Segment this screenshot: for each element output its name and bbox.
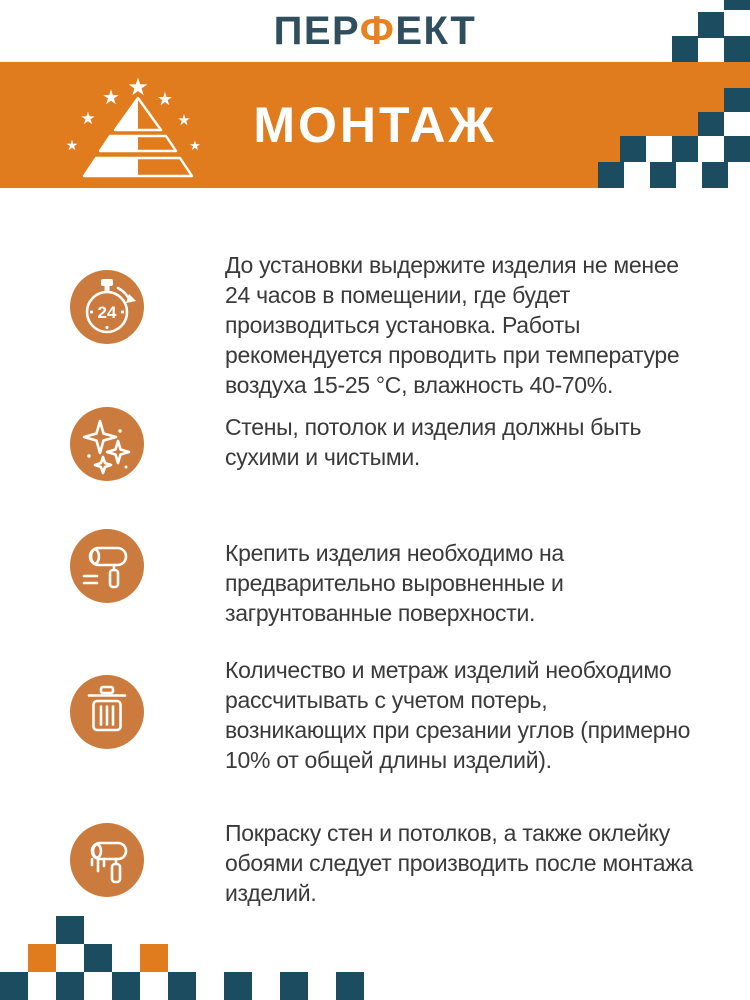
decor-square [28, 944, 56, 972]
decor-square [56, 916, 84, 944]
stopwatch-badge: 24 [97, 303, 117, 322]
instruction-text: До установки выдержите изделия не менее 24 часов в помещении, где будет производиться установка. Работы рекомендуется проводить при температуре воздуха 15-25 °C, влажность 40-70%. [225, 252, 680, 398]
brand-logo-left: ПЕР [273, 9, 360, 53]
decor-square [280, 972, 308, 1000]
instruction-row [0, 250, 693, 400]
svg-text:★: ★ [65, 138, 79, 154]
svg-text:★: ★ [80, 109, 96, 129]
svg-text:★: ★ [102, 85, 120, 109]
paint-roller-icon [70, 529, 144, 603]
instruction-row [0, 412, 693, 481]
decor-square [336, 972, 364, 1000]
svg-text:★: ★ [127, 73, 149, 101]
instruction-text: Крепить изделия необходимо на предварительно выровненные и загрунтованные поверхности. [225, 540, 564, 626]
roller-drip-icon [70, 823, 144, 897]
decor-square [224, 972, 252, 1000]
decor-square [84, 944, 112, 972]
instruction-row [0, 655, 693, 775]
decor-square [140, 944, 168, 972]
instruction-text: Покраску стен и потолков, а также оклейку обоями следует производить после монтажа изделий. [225, 820, 693, 906]
svg-text:★: ★ [177, 111, 191, 129]
stopwatch-24-icon [70, 270, 144, 344]
svg-text:★: ★ [189, 139, 201, 154]
trash-bin-icon [70, 675, 144, 749]
brand-logo [274, 11, 477, 51]
instruction-row [0, 538, 693, 628]
decor-square [56, 972, 84, 1000]
decor-square [112, 972, 140, 1000]
sparkles-icon [70, 407, 144, 481]
svg-text:★: ★ [156, 89, 174, 110]
brand-logo-right: ЕКТ [395, 9, 477, 53]
decor-square [168, 972, 196, 1000]
pyramid-stars-logo-icon [58, 68, 208, 183]
brand-logo-accent: Ф [359, 9, 396, 53]
decor-square [0, 972, 28, 1000]
page-title: МОНТАЖ [253, 97, 497, 153]
instruction-row [0, 818, 693, 908]
instruction-text: Стены, потолок и изделия должны быть сухими и чистыми. [225, 414, 642, 470]
brand-header [0, 0, 750, 62]
instruction-text: Количество и метраж изделий необходимо рассчитывать с учетом потерь, возникающих при срезании углов (примерно 10% от общей длины изделий). [225, 657, 691, 773]
